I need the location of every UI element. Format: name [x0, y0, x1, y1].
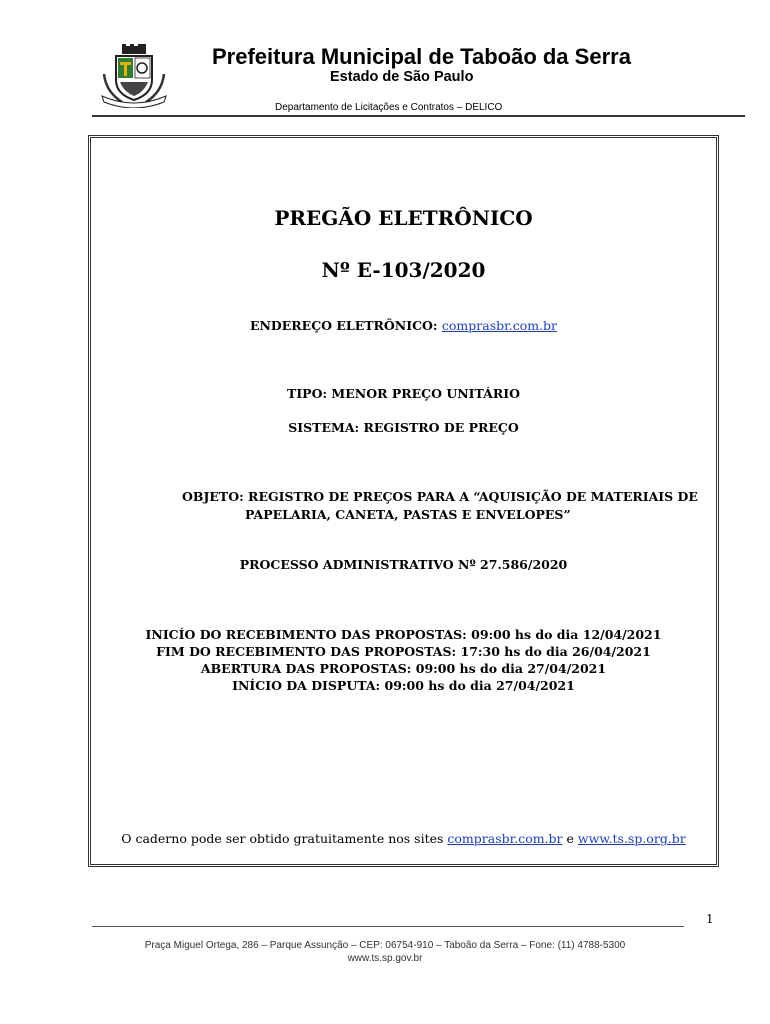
page-subtitle: Estado de São Paulo [330, 69, 474, 85]
electronic-address [88, 318, 719, 333]
schedule-block [88, 626, 719, 694]
footer-website: www.ts.sp.gov.br [347, 953, 423, 964]
document-number: Nº E-103/2020 [321, 258, 486, 282]
page-number: 1 [706, 912, 714, 926]
department-label: Departamento de Licitações e Contratos – DELICO [275, 102, 503, 113]
footer-address: Praça Miguel Ortega, 286 – Parque Assunção – CEP: 06754-910 – Taboão da Serra – Fone: (11) 4788-5300 [144, 940, 626, 951]
tipo-label: TIPO: MENOR PREÇO UNITÁRIO [287, 386, 520, 401]
sistema-label: SISTEMA: REGISTRO DE PREÇO [288, 420, 519, 435]
header-divider [92, 115, 745, 117]
electronic-address-link[interactable]: comprasbr.com.br [441, 318, 558, 333]
schedule-line: ABERTURA DAS PROPOSTAS: 09:00 hs do dia 27/04/2021 [200, 661, 607, 676]
page-title: Prefeitura Municipal de Taboão da Serra [212, 44, 631, 69]
page-header [0, 0, 770, 120]
caderno-note [88, 831, 719, 846]
schedule-line: INICÍO DO RECEBIMENTO DAS PROPOSTAS: 09:00 hs do dia 12/04/2021 [145, 627, 662, 642]
objeto-line-2: PAPELARIA, CANETA, PASTAS E ENVELOPES” [245, 507, 571, 522]
footer-divider [92, 926, 684, 927]
document-heading: PREGÃO ELETRÔNICO [274, 206, 533, 230]
caderno-link-ts[interactable]: www.ts.sp.org.br [577, 831, 686, 846]
objeto-block [182, 488, 698, 524]
caderno-text: O caderno pode ser obtido gratuitamente nos sites [121, 831, 444, 846]
caderno-link-comprasbr[interactable]: comprasbr.com.br [447, 831, 563, 846]
municipal-crest-icon [100, 44, 168, 108]
objeto-line-1: OBJETO: REGISTRO DE PREÇOS PARA A “AQUISIÇÃO DE MATERIAIS DE [182, 489, 698, 504]
caderno-and: e [566, 831, 574, 846]
electronic-address-label: ENDEREÇO ELETRÔNICO: [249, 318, 438, 333]
schedule-line: FIM DO RECEBIMENTO DAS PROPOSTAS: 17:30 hs do dia 26/04/2021 [156, 644, 651, 659]
schedule-line: INÍCIO DA DISPUTA: 09:00 hs do dia 27/04/2021 [232, 678, 575, 693]
processo-label: PROCESSO ADMINISTRATIVO Nº 27.586/2020 [239, 557, 568, 572]
